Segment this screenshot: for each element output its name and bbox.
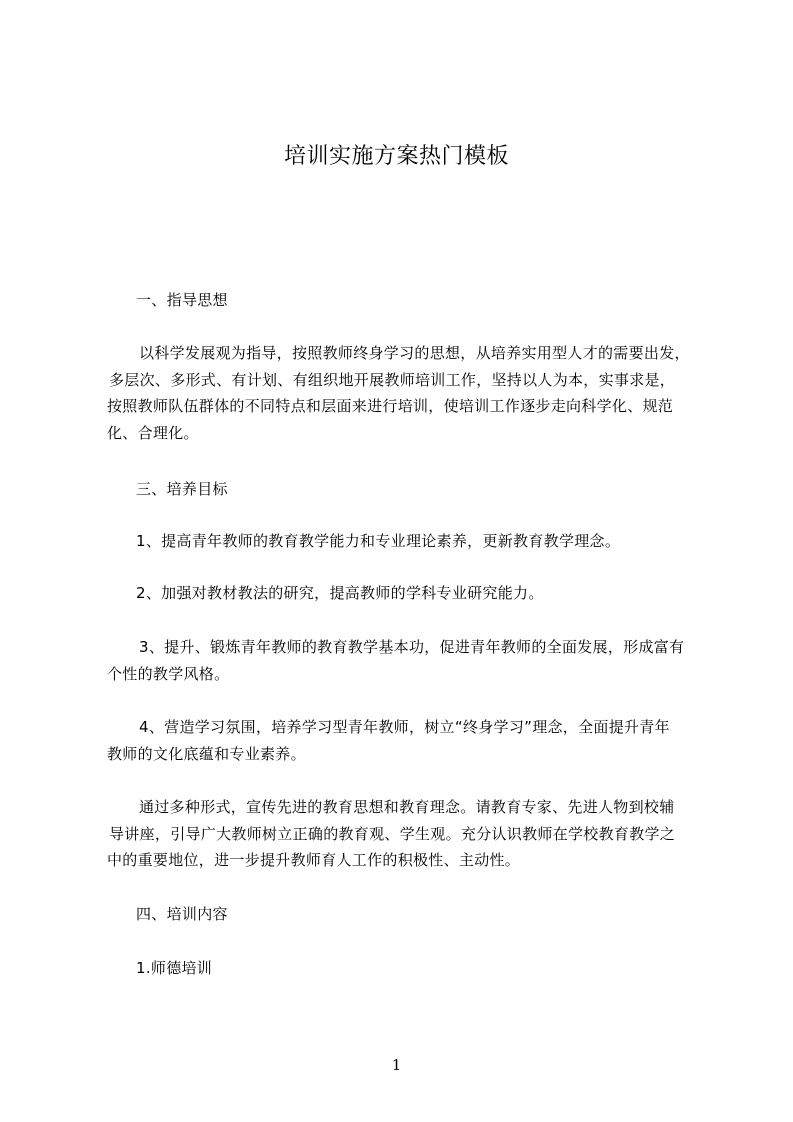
goal-item-2: 2、加强对教材教法的研究，提高教师的学科专业研究能力。 [136, 584, 544, 602]
goal-item-3 [107, 634, 707, 687]
paragraph-line: 中的重要地位，进一步提升教师育人工作的积极性、主动性。 [107, 851, 521, 869]
goal-item-1: 1、提高青年教师的教育教学能力和专业理论素养，更新教育教学理念。 [136, 532, 621, 550]
paragraph-line: 多层次、多形式、有计划、有组织地开展教师培训工作，坚持以人为本，实事求是， [109, 370, 676, 389]
paragraph-line: 通过多种形式，宣传先进的教育思想和教育理念。请教育专家、先进人物到校辅 [139, 798, 675, 816]
paragraph-training-methods [107, 794, 707, 874]
paragraph-line: 导讲座，引导广大教师树立正确的教育观、学生观。充分认识教师在学校教育教学之 [109, 824, 676, 843]
paragraph-line: 4、营造学习氛围，培养学习型青年教师，树立“终身学习”理念，全面提升青年 [139, 718, 670, 736]
document-title: 培训实施方案热门模板 [283, 144, 509, 169]
paragraph-line: 按照教师队伍群体的不同特点和层面来进行培训，使培训工作逐步走向科学化、规范 [107, 397, 674, 415]
paragraph-line: 以科学发展观为指导，按照教师终身学习的思想，从培养实用型人才的需要出发， [139, 344, 690, 362]
section-heading-guiding-thought: 一、指导思想 [136, 291, 228, 309]
paragraph-line: 教师的文化底蕴和专业素养。 [107, 744, 306, 763]
section-heading-goals: 三、培养目标 [136, 480, 228, 498]
paragraph-line: 3、提升、锻炼青年教师的教育教学基本功，促进青年教师的全面发展，形成富有 [139, 638, 685, 656]
training-content-item-1: 1.师德培训 [136, 959, 213, 977]
paragraph-line: 个性的教学风格。 [107, 664, 230, 683]
page-number: 1 [391, 1056, 402, 1074]
section-heading-training-content: 四、培训内容 [136, 905, 228, 923]
paragraph-line: 化、合理化。 [107, 423, 199, 442]
goal-item-4 [107, 714, 707, 767]
paragraph-guiding-thought [107, 340, 707, 446]
